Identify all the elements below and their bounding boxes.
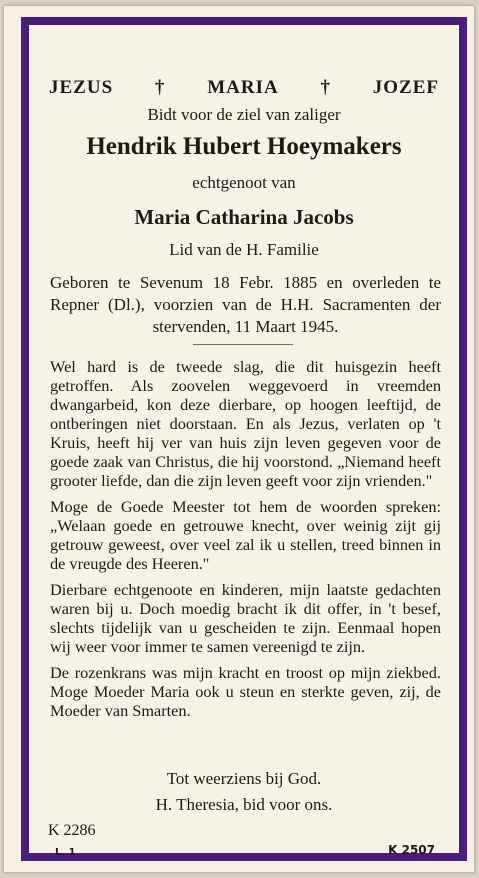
membership: Lid van de H. Familie: [169, 240, 319, 259]
paragraph: Moge de Goede Meester tot hem de woorden spreken: „Welaan goede en getrouwe knecht, over weinig zijt gij getrouw geweest, over veel zal ik u stellen, treed binnen in de vreugde des Heeren.": [50, 497, 441, 573]
cross-icon: †: [154, 77, 166, 98]
spouse-name: Maria Catharina Jacobs: [134, 205, 354, 229]
memorial-text: [50, 357, 441, 727]
print-code-small-right: K 2507: [388, 843, 435, 857]
card-content: [29, 25, 459, 858]
paragraph: Dierbare echtgenoote en kinderen, mijn laatste gedachten waren bij u. Doch moedig bracht ik dit offer, in 't besef, slechts tijdelijk van u gescheiden te zijn. Eenmaal hopen wij weer voor immer te samen vereenigd te zijn.: [50, 580, 441, 656]
header-jozef: JOZEF: [372, 77, 439, 98]
print-code-small-left: L. 1: [55, 847, 76, 858]
purple-border: [21, 17, 467, 861]
divider: [193, 344, 293, 345]
paragraph: De rozenkrans was mijn kracht en troost op mijn ziekbed. Moge Moeder Maria ook u steun en sterkte geven, zij, de Moeder van Smarten.: [50, 663, 441, 720]
deceased-name: Hendrik Hubert Hoeymakers: [86, 133, 402, 160]
cross-icon: †: [320, 77, 331, 98]
closing-line-1: Tot weerziens bij God.: [166, 769, 322, 788]
header-jezus: JEZUS: [49, 77, 114, 98]
memorial-card: [4, 6, 474, 872]
print-code: K 2286: [48, 822, 96, 839]
header-maria: MARIA: [207, 77, 279, 98]
spouse-label: echtgenoot van: [192, 173, 296, 192]
closing-line-2: H. Theresia, bid voor ons.: [155, 795, 333, 814]
prayer-intro: Bidt voor de ziel van zaliger: [147, 105, 341, 124]
birth-death-text: Geboren te Sevenum 18 Febr. 1885 en overleden te Repner (Dl.), voorzien van de H.H. Sacramenten der stervenden, 11 Maart 1945.: [50, 273, 441, 336]
paragraph: Wel hard is de tweede slag, die dit huisgezin heeft getroffen. Als zoovelen weggevoerd in vreemden dwangarbeid, kon deze dierbare, op hoogen leeftijd, de ontberingen niet doorstaan. En als Jezus, verlaten op 't Kruis, heeft hij ver van huis zijn leven gegeven voor de goede zaak van Christus, die hij voorstond. „Niemand heeft grooter liefde, dan die zijn leven geeft voor zijn vrienden.": [50, 357, 441, 490]
header-row: [49, 77, 439, 99]
